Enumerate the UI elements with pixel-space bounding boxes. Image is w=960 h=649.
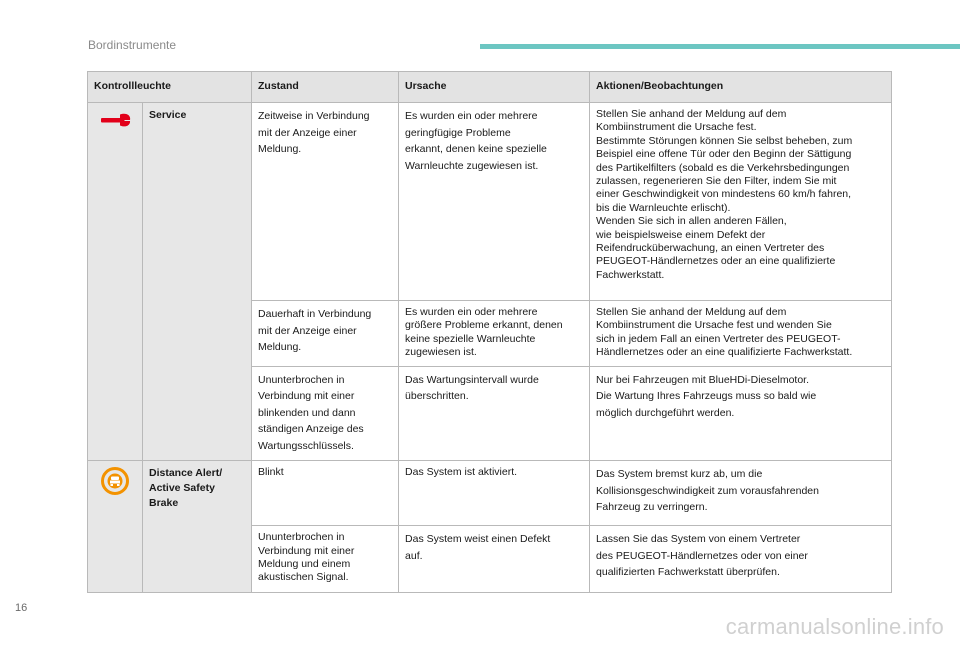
aktionen-cell: Lassen Sie das System von einem Vertreter des PEUGEOT-Händlernetzes oder von einer qualifizierten Fachwerkstatt überprüfen.	[590, 526, 892, 593]
column-header: Zustand	[252, 72, 399, 103]
table-header-row	[88, 72, 892, 103]
collision-warning-icon	[100, 466, 130, 496]
zustand-cell: Ununterbrochen in Verbindung mit einer Meldung und einem akustischen Signal.	[252, 526, 399, 593]
service-name-cell	[143, 103, 252, 461]
warning-light-name: Distance Alert/	[149, 467, 223, 480]
zustand-cell: Zeitweise in Verbindung mit der Anzeige einer Meldung.	[252, 103, 399, 301]
ursache-cell: Das System ist aktiviert.	[399, 461, 590, 526]
warning-light-name: Service	[149, 109, 187, 121]
warning-lights-table	[87, 71, 892, 593]
watermark: carmanualsonline.info	[725, 614, 944, 639]
column-header: Aktionen/Beobachtungen	[590, 72, 892, 103]
aktionen-cell: Stellen Sie anhand der Meldung auf dem Kombiinstrument die Ursache fest und wenden Sie sich in jedem Fall an einen Vertreter des PEUGEOT- Händlernetzes oder an eine qualifizierte Fachwerkstatt.	[590, 301, 892, 367]
zustand-cell: Dauerhaft in Verbindung mit der Anzeige einer Meldung.	[252, 301, 399, 367]
ursache-cell: Es wurden ein oder mehrere größere Probleme erkannt, denen keine spezielle Warnleuchte zugewiesen ist.	[399, 301, 590, 367]
warning-light-name: Active Safety	[149, 482, 215, 495]
ursache-cell: Es wurden ein oder mehrere geringfügige Probleme erkannt, denen keine spezielle Warnleuchte zugewiesen ist.	[399, 103, 590, 301]
wrench-icon	[98, 108, 132, 132]
zustand-cell: Blinkt	[252, 461, 399, 526]
distance-alert-name-cell	[143, 461, 252, 593]
aktionen-cell: Nur bei Fahrzeugen mit BlueHDi-Dieselmotor. Die Wartung Ihres Fahrzeugs muss so bald wie möglich durchgeführt werden.	[590, 366, 892, 461]
service-icon-cell	[88, 103, 143, 461]
table-row	[88, 461, 892, 526]
page-number: 16	[15, 602, 28, 614]
aktionen-cell: Stellen Sie anhand der Meldung auf dem Kombiinstrument die Ursache fest. Bestimmte Störungen können Sie selbst beheben, zum Beispiel eine offene Tür oder den Beginn der Sättigung des Partikelfilters (sobald es die Verkehrsbedingungen zulassen, regenerieren Sie den Filter, indem Sie mit einer Geschwindigkeit von mindestens 60 km/h fahren, bis die Warnleuchte erlischt). Wenden Sie sich in allen anderen Fällen, wie beispielsweise einem Defekt der Reifendrucküberwachung, an einen Vertreter des PEUGEOT-Händlernetzes oder an eine qualifizierte Fachwerkstatt.	[590, 103, 892, 301]
zustand-cell: Ununterbrochen in Verbindung mit einer blinkenden und dann ständigen Anzeige des Wartungsschlüssels.	[252, 366, 399, 461]
header-accent-bar	[480, 44, 960, 49]
section-title: Bordinstrumente	[88, 38, 177, 52]
ursache-cell: Das System weist einen Defekt auf.	[399, 526, 590, 593]
column-header: Ursache	[399, 72, 590, 103]
aktionen-cell: Das System bremst kurz ab, um die Kollisionsgeschwindigkeit zum vorausfahrenden Fahrzeug zu verringern.	[590, 461, 892, 526]
distance-alert-icon-cell	[88, 461, 143, 593]
column-header: Kontrollleuchte	[88, 72, 252, 103]
table-row	[88, 103, 892, 301]
warning-light-name: Brake	[149, 497, 179, 510]
ursache-cell: Das Wartungsintervall wurde überschritten.	[399, 366, 590, 461]
